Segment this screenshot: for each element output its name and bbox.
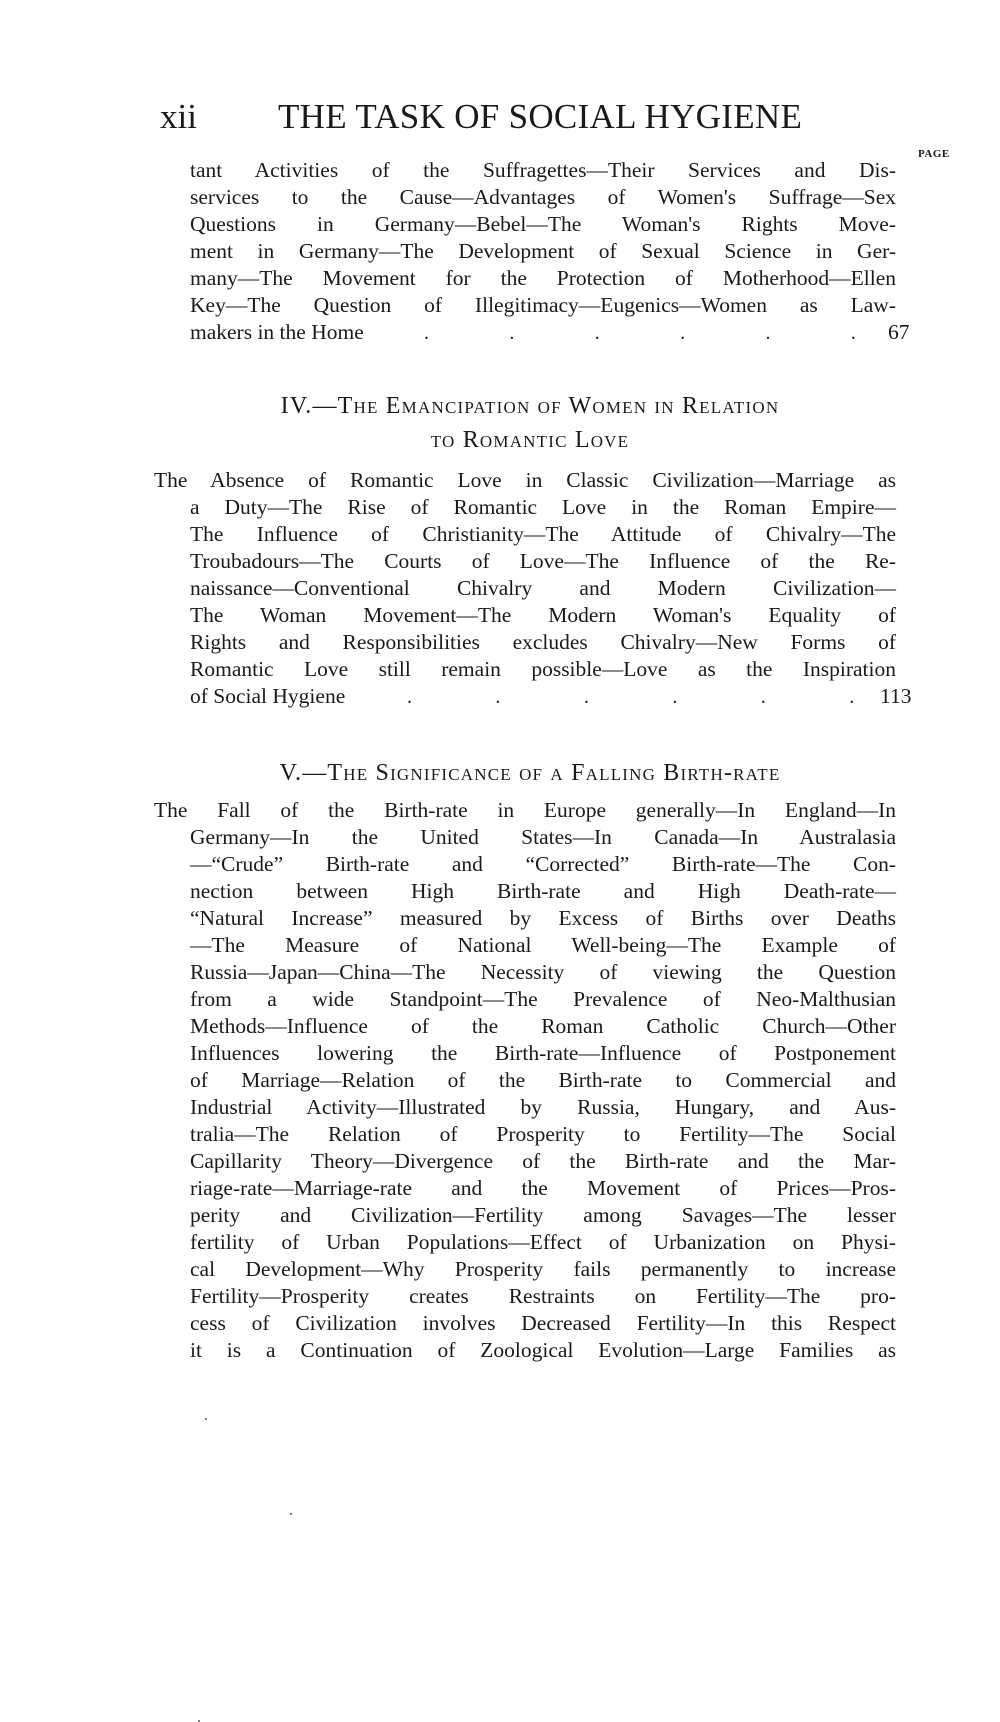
text-line: Methods—Influence of the Roman Catholic Church—Other (190, 1014, 896, 1038)
page-reference: 113 (880, 684, 912, 708)
text-line: a Duty—The Rise of Romantic Love in the Roman Empire— (190, 495, 896, 519)
text-line: Troubadours—The Courts of Love—The Influence of the Re- (190, 549, 896, 573)
page-reference: 67 (888, 320, 910, 344)
text-line: Romantic Love still remain possible—Love as the Inspiration (190, 657, 896, 681)
text-line: The Influence of Christianity—The Attitude of Chivalry—The (190, 522, 896, 546)
stray-mark (205, 1418, 207, 1420)
running-title: THE TASK OF SOCIAL HYGIENE (278, 97, 803, 136)
heading-line: V.—The Significance of a Falling Birth-rate (279, 760, 781, 786)
chapter-heading-iv (150, 389, 910, 457)
leader-line (190, 683, 896, 710)
dot-leaders: . . . . . . (406, 686, 855, 708)
text-line: Influences lowering the Birth-rate—Influence of Postponement (190, 1041, 896, 1065)
page-number: xii (160, 97, 197, 136)
text-line: makers in the Home (190, 320, 364, 344)
text-line: Industrial Activity—Illustrated by Russia, Hungary, and Aus- (190, 1095, 896, 1119)
text-line: services to the Cause—Advantages of Women's Suffrage—Sex (190, 185, 896, 209)
heading-line: to Romantic Love (430, 427, 630, 453)
text-line: cess of Civilization involves Decreased Fertility—In this Respect (190, 1311, 896, 1335)
text-line: Germany—In the United States—In Canada—In Australasia (190, 825, 896, 849)
text-line: The Woman Movement—The Modern Woman's Equality of (190, 603, 896, 627)
text-line: Rights and Responsibilities excludes Chivalry—New Forms of (190, 630, 896, 654)
toc-entry-4-text (154, 467, 896, 710)
dot-leaders: . . . . . . (423, 322, 856, 344)
text-line: perity and Civilization—Fertility among Savages—The lesser (190, 1203, 896, 1227)
text-line: ment in Germany—The Development of Sexual Science in Ger- (190, 239, 896, 263)
page-column-label: PAGE (918, 148, 950, 160)
text-line: it is a Continuation of Zoological Evolution—Large Families as (190, 1338, 896, 1362)
text-line: naissance—Conventional Chivalry and Modern Civilization— (190, 576, 896, 600)
text-line: nection between High Birth-rate and High Death-rate— (190, 879, 896, 903)
chapter-heading-v (150, 756, 910, 790)
text-line: from a wide Standpoint—The Prevalence of Neo-Malthusian (190, 987, 896, 1011)
text-line: The Fall of the Birth-rate in Europe generally—In England—In (154, 798, 896, 822)
text-line: tant Activities of the Suffragettes—Their Services and Dis- (190, 158, 896, 182)
text-line: “Natural Increase” measured by Excess of Births over Deaths (190, 906, 896, 930)
text-line: —The Measure of National Well-being—The Example of (190, 933, 896, 957)
heading-line: IV.—The Emancipation of Women in Relation (280, 393, 780, 419)
text-line: fertility of Urban Populations—Effect of Urbanization on Physi- (190, 1230, 896, 1254)
text-line: of Social Hygiene (190, 684, 346, 708)
stray-mark (290, 1513, 292, 1515)
text-line: Key—The Question of Illegitimacy—Eugenics—Women as Law- (190, 293, 896, 317)
toc-entry-5-text (154, 797, 896, 1364)
leader-line (190, 319, 896, 346)
running-head (160, 92, 900, 142)
text-line: The Absence of Romantic Love in Classic Civilization—Marriage as (154, 468, 896, 492)
text-line: tralia—The Relation of Prosperity to Fertility—The Social (190, 1122, 896, 1146)
toc-entry-3-text (190, 157, 896, 346)
text-line: Questions in Germany—Bebel—The Woman's Rights Move- (190, 212, 896, 236)
text-line: many—The Movement for the Protection of Motherhood—Ellen (190, 266, 896, 290)
text-line: Fertility—Prosperity creates Restraints on Fertility—The pro- (190, 1284, 896, 1308)
text-line: —“Crude” Birth-rate and “Corrected” Birth-rate—The Con- (190, 852, 896, 876)
text-line: Russia—Japan—China—The Necessity of viewing the Question (190, 960, 896, 984)
text-line: cal Development—Why Prosperity fails permanently to increase (190, 1257, 896, 1281)
text-line: of Marriage—Relation of the Birth-rate to Commercial and (190, 1068, 896, 1092)
text-line: Capillarity Theory—Divergence of the Birth-rate and the Mar- (190, 1149, 896, 1173)
text-line: riage-rate—Marriage-rate and the Movement of Prices—Pros- (190, 1176, 896, 1200)
